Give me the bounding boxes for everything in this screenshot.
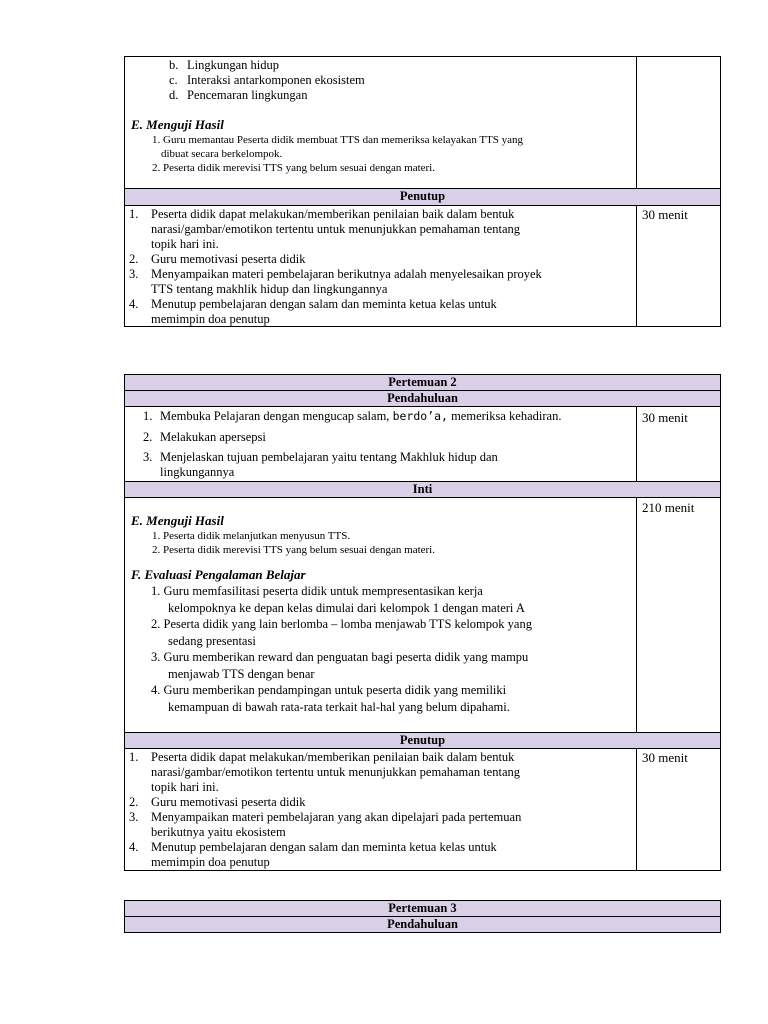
section-header-penutup: Penutup	[399, 189, 446, 203]
time-cell: 30 menit	[642, 750, 688, 765]
list-item: 1. Peserta didik dapat melakukan/memberikan penilaian baik dalam bentuk narasi/gambar/emotikon tertentu untuk menunjukkan pemahaman tentang topik hari ini.	[129, 207, 520, 251]
list-item: 3. Menyampaikan materi pembelajaran yang akan dipelajari pada pertemuan berikutnya yaitu ekosistem	[129, 810, 522, 839]
section-heading: E. Menguji Hasil	[131, 513, 224, 528]
list-item: 4. Menutup pembelajaran dengan salam dan meminta ketua kelas untuk memimpin doa penutup	[129, 840, 497, 869]
list-item: 2. Peserta didik merevisi TTS yang belum sesuai dengan materi.	[152, 162, 435, 174]
list-item: dibuat secara berkelompok.	[161, 148, 283, 160]
topic-item: b. Lingkungan hidup	[169, 58, 280, 72]
section-header-penutup: Penutup	[399, 733, 446, 747]
section-header-pendahuluan: Pendahuluan	[387, 917, 458, 931]
list-item: kemampuan di bawah rata-rata terkait hal-hal yang belum dipahami.	[168, 699, 510, 714]
list-item: 1. Peserta didik dapat melakukan/memberikan penilaian baik dalam bentuk narasi/gambar/emotikon tertentu untuk menunjukkan pemahaman tentang topik hari ini.	[129, 750, 520, 794]
section-header-pendahuluan: Pendahuluan	[387, 391, 458, 405]
list-item: 2. Guru memotivasi peserta didik	[129, 252, 306, 266]
list-item: 1. Peserta didik melanjutkan menyusun TTS.	[152, 530, 351, 542]
table-pertemuan-2	[124, 374, 721, 871]
list-item: 1. Guru memantau Peserta didik membuat TTS dan memeriksa kelayakan TTS yang	[152, 134, 524, 146]
evaluation-list	[151, 583, 636, 715]
meeting-title: Pertemuan 2	[388, 375, 457, 389]
section-heading: E. Menguji Hasil	[131, 117, 224, 132]
list-item: 1. Guru memfasilitasi peserta didik untuk mempresentasikan kerja	[151, 584, 483, 598]
table-pertemuan-3	[124, 900, 721, 933]
section-heading: F. Evaluasi Pengalaman Belajar	[131, 567, 306, 582]
list-item: 3. Guru memberikan reward dan penguatan bagi peserta didik yang mampu	[151, 650, 529, 664]
meeting-title: Pertemuan 3	[388, 901, 457, 915]
list-item: 2. Peserta didik yang lain berlomba – lomba menjawab TTS kelompok yang	[151, 617, 532, 631]
time-cell: 30 menit	[642, 410, 688, 425]
list-item: sedang presentasi	[168, 633, 256, 648]
list-item: 2. Melakukan apersepsi	[143, 430, 266, 444]
time-cell: 30 menit	[642, 207, 688, 222]
list-item: kelompoknya ke depan kelas dimulai dari kelompok 1 dengan materi A	[168, 600, 525, 615]
time-cell: 210 menit	[642, 500, 695, 515]
list-item: 2. Peserta didik merevisi TTS yang belum sesuai dengan materi.	[152, 544, 435, 556]
list-item: 3. Menjelaskan tujuan pembelajaran yaitu tentang Makhluk hidup dan lingkungannya	[143, 450, 498, 479]
table-pertemuan-1-continued	[124, 56, 721, 327]
list-item: 4. Guru memberikan pendampingan untuk peserta didik yang memiliki	[151, 683, 507, 697]
time-cell	[637, 57, 720, 188]
topic-item: c. Interaksi antarkomponen ekosistem	[169, 73, 365, 87]
list-item: menjawab TTS dengan benar	[168, 666, 315, 681]
topic-list	[169, 58, 636, 103]
list-item: 1. Membuka Pelajaran dengan mengucap salam, berdo’a, memeriksa kehadiran.	[143, 409, 562, 423]
list-item: 3. Menyampaikan materi pembelajaran berikutnya adalah menyelesaikan proyek TTS tentang makhlik hidup dan lingkungannya	[129, 267, 542, 296]
section-header-inti: Inti	[412, 482, 433, 496]
topic-item: d. Pencemaran lingkungan	[169, 88, 308, 102]
list-item: 2. Guru memotivasi peserta didik	[129, 795, 306, 809]
list-item: 4. Menutup pembelajaran dengan salam dan meminta ketua kelas untuk memimpin doa penutup	[129, 297, 497, 326]
